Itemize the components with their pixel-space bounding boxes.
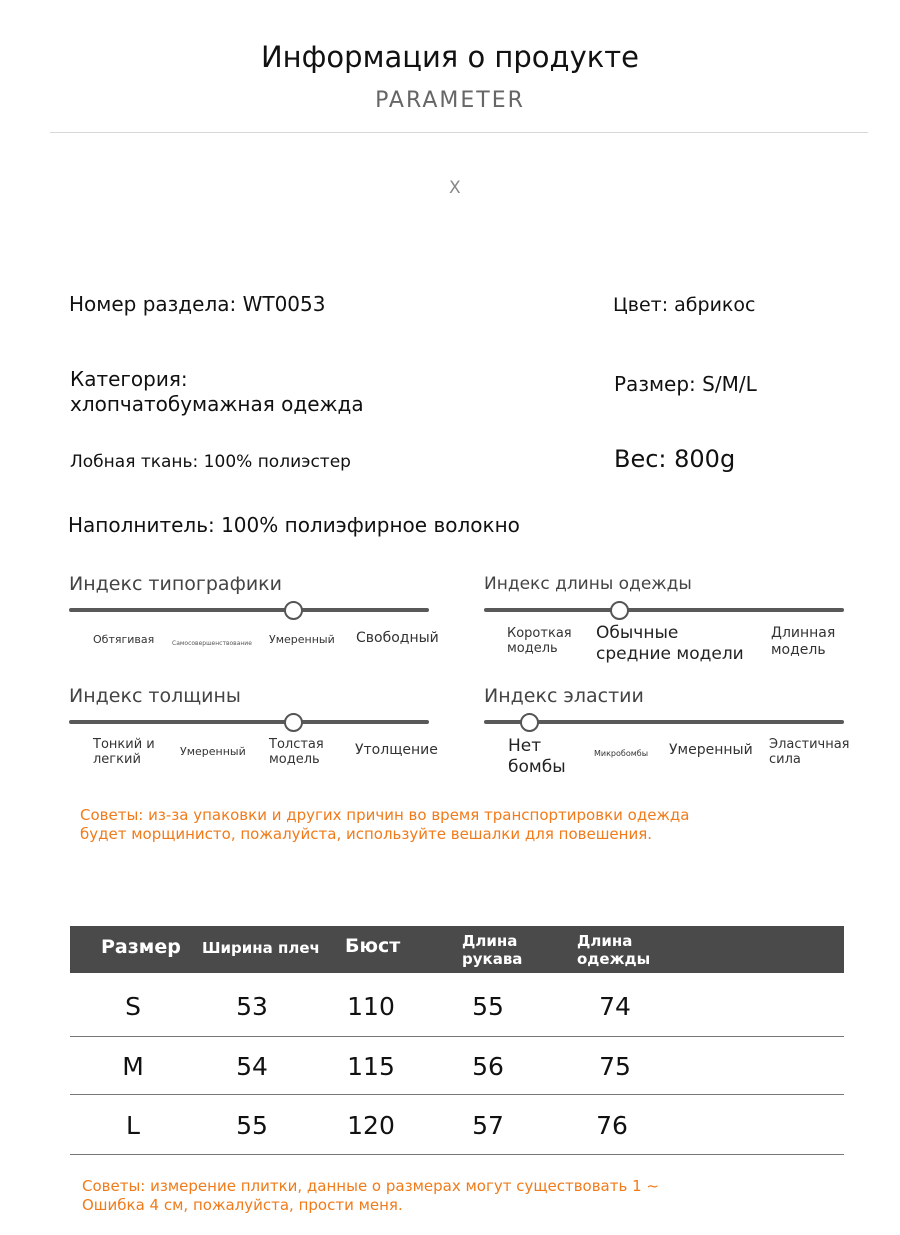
length-option-1 <box>507 626 572 656</box>
packaging-tip-line2: будет морщинисто, пожалуйста, используйте вешалки для повешения. <box>80 825 652 843</box>
thickness-option-1-line1: Тонкий и <box>93 737 155 752</box>
length-index-track <box>484 608 844 612</box>
row-l-bust: 120 <box>347 1111 395 1140</box>
length-option-1-line1: Короткая <box>507 626 572 641</box>
header-size: Размер <box>101 936 181 958</box>
header-shoulder: Ширина плеч <box>202 939 320 957</box>
header-sleeve-line1: Длина <box>462 932 518 950</box>
elasticity-option-4-line1: Эластичная <box>769 737 850 752</box>
header-sleeve <box>462 932 522 968</box>
typography-option-3: Умеренный <box>269 633 335 646</box>
thickness-index-track <box>69 720 429 724</box>
size-value: Размер: S/M/L <box>614 372 757 396</box>
elasticity-option-1-line1: Нет <box>508 736 542 756</box>
page-subtitle: PARAMETER <box>375 88 525 113</box>
row-s-size: S <box>125 992 141 1021</box>
row-m-sleeve: 56 <box>472 1052 504 1081</box>
length-option-2-line1: Обычные <box>596 623 679 643</box>
table-row-divider <box>70 1094 844 1095</box>
header-length <box>577 932 650 968</box>
header-sleeve-line2: рукава <box>462 950 523 968</box>
packaging-tip-line1: Советы: из-за упаковки и других причин во время транспортировки одежда <box>80 806 690 824</box>
elasticity-option-1 <box>508 736 566 778</box>
table-row-divider <box>70 1036 844 1037</box>
length-option-2 <box>596 623 744 665</box>
row-m-shoulder: 54 <box>236 1052 268 1081</box>
thickness-option-3-line2: модель <box>269 752 320 767</box>
category-label: Категория: <box>70 367 188 391</box>
row-l-sleeve: 57 <box>472 1111 504 1140</box>
elasticity-option-4 <box>769 737 850 767</box>
length-option-3 <box>771 625 835 659</box>
length-option-2-line2: средние модели <box>596 644 744 664</box>
row-l-length: 76 <box>596 1111 628 1140</box>
header-length-line2: одежды <box>577 950 651 968</box>
length-index-knob[interactable] <box>610 601 629 620</box>
category-value: хлопчатобумажная одежда <box>70 392 364 416</box>
packaging-tip <box>80 806 690 844</box>
elasticity-option-3: Умеренный <box>669 742 753 758</box>
thickness-option-3-line1: Толстая <box>269 737 324 752</box>
elasticity-index-label: Индекс эластии <box>484 685 644 707</box>
header-divider <box>50 132 868 133</box>
measurement-tip-line2: Ошибка 4 см, пожалуйста, прости меня. <box>82 1196 403 1214</box>
header-length-line1: Длина <box>577 932 633 950</box>
typography-index-knob[interactable] <box>284 601 303 620</box>
filler-value: Наполнитель: 100% полиэфирное волокно <box>68 513 520 537</box>
color-value: Цвет: абрикос <box>613 294 756 316</box>
row-s-sleeve: 55 <box>472 992 504 1021</box>
row-s-shoulder: 53 <box>236 992 268 1021</box>
row-l-shoulder: 55 <box>236 1111 268 1140</box>
typography-index-label: Индекс типографики <box>69 573 282 595</box>
section-number: Номер раздела: WT0053 <box>69 292 326 316</box>
size-table-header <box>70 926 844 973</box>
typography-option-4: Свободный <box>356 630 439 646</box>
row-m-length: 75 <box>599 1052 631 1081</box>
elasticity-option-2: Микробомбы <box>594 749 649 758</box>
elasticity-index-knob[interactable] <box>520 713 539 732</box>
thickness-index-knob[interactable] <box>284 713 303 732</box>
typography-index-track <box>69 608 429 612</box>
page-title: Информация о продукте <box>260 40 640 74</box>
weight-value: Вес: 800g <box>614 445 736 473</box>
fabric-value: Лобная ткань: 100% полиэстер <box>70 452 351 472</box>
row-s-length: 74 <box>599 992 631 1021</box>
measurement-tip <box>82 1177 659 1215</box>
typography-option-2: Самосовершенствование <box>172 640 252 647</box>
thickness-option-2: Умеренный <box>180 745 246 758</box>
length-option-3-line2: модель <box>771 642 826 658</box>
typography-option-1: Обтягивая <box>93 633 155 646</box>
row-s-bust: 110 <box>347 992 395 1021</box>
thickness-option-4: Утолщение <box>355 742 438 758</box>
length-option-1-line2: модель <box>507 641 558 656</box>
close-icon[interactable]: X <box>449 178 461 198</box>
row-m-size: M <box>122 1052 144 1081</box>
measurement-tip-line1: Советы: измерение плитки, данные о размерах могут существовать 1 ~ <box>82 1177 659 1195</box>
thickness-index-label: Индекс толщины <box>69 685 241 707</box>
row-m-bust: 115 <box>347 1052 395 1081</box>
thickness-option-1-line2: легкий <box>93 752 141 767</box>
elasticity-option-1-line2: бомбы <box>508 757 566 777</box>
thickness-option-3 <box>269 737 324 767</box>
thickness-option-1 <box>93 737 155 767</box>
table-row-divider <box>70 1154 844 1155</box>
elasticity-option-4-line2: сила <box>769 752 801 767</box>
row-l-size: L <box>126 1111 140 1140</box>
header-bust: Бюст <box>345 935 401 957</box>
length-index-label: Индекс длины одежды <box>484 574 692 594</box>
length-option-3-line1: Длинная <box>771 625 836 641</box>
